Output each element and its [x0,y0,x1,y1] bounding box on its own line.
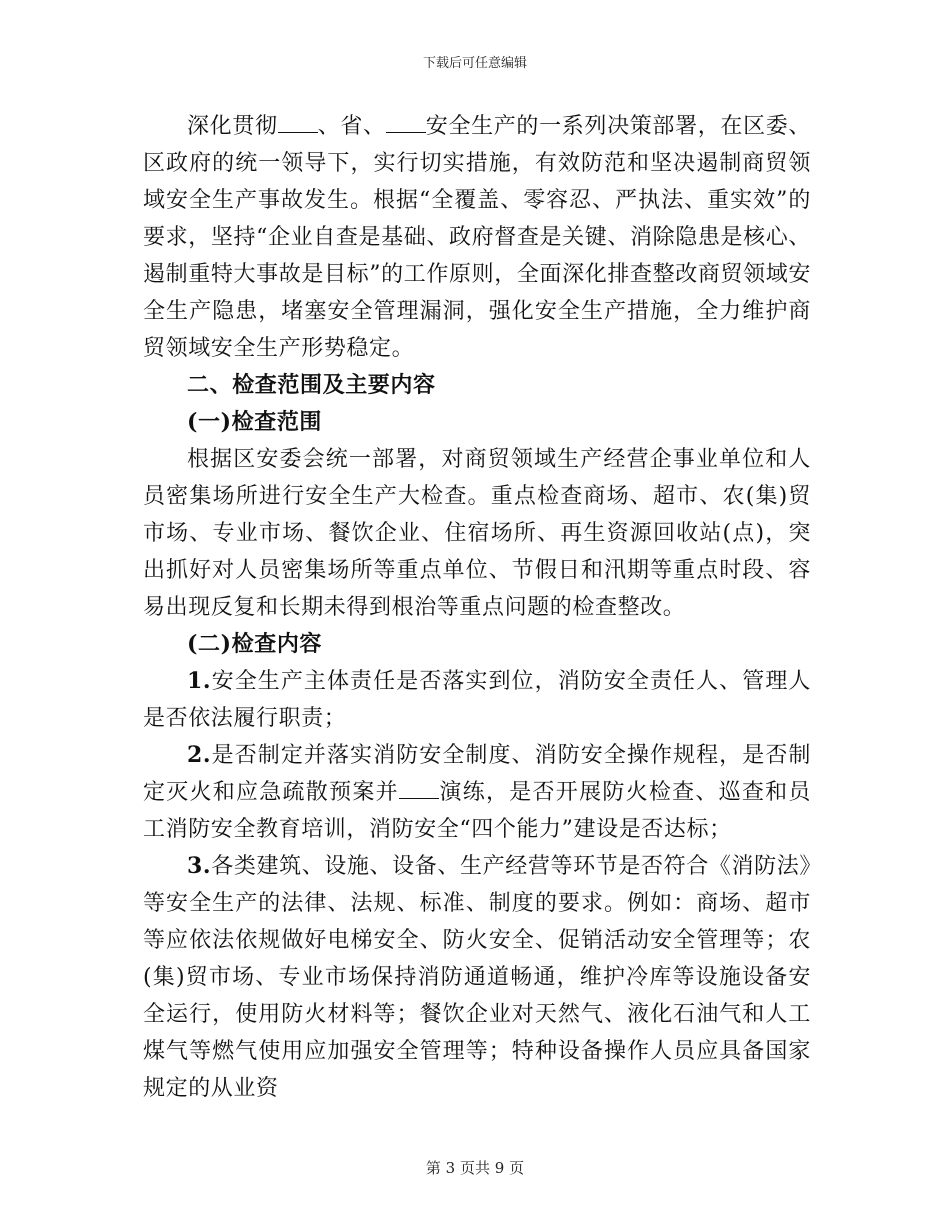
item-text: 是否制定并落实消防安全制度、消防安全操作规程，是否制定灭火和应急疏散预案并 [143,743,811,805]
section-heading: 二、检查范围及主要内容 [187,372,436,398]
fill-blank [399,779,439,799]
paragraph-intro [143,108,811,367]
fill-blank [386,113,426,133]
list-item-1 [143,663,811,737]
paragraph-scope: 根据区安委会统一部署，对商贸领域生产经营企事业单位和人员密集场所进行安全生产大检查。重点检查商场、超市、农(集)贸市场、专业市场、餐饮企业、住宿场所、再生资源回收站(点)，突出抓好对人员密集场所等重点单位、节假日和汛期等重点时段、容易出现反复和长期未得到根治等重点问题的检查整改。 [143,447,811,620]
document-body [143,108,811,1107]
text-run: 安全生产的一系列决策部署，在区委、区政府的统一领导下，实行切实措施，有效防范和坚决遏制商贸领域安全生产事故发生。根据“全覆盖、零容忍、严执法、重实效”的要求，坚持“企业自查是基础、政府督查是关键、消除隐患是核心、遏制重特大事故是目标”的工作原则，全面深化排查整改商贸领域安全生产隐患，堵塞安全管理漏洞，强化安全生产措施，全力维护商贸领域安全生产形势稳定。 [143,114,811,361]
text-run: 、省、 [317,114,386,139]
item-number: 2. [187,742,212,768]
subsection-heading-content: (二)检查内容 [187,631,323,657]
subsection-heading-scope: (一)检查范围 [187,409,323,435]
text-run: 深化贯彻 [187,114,278,139]
item-text: 安全生产主体责任是否落实到位，消防安全责任人、管理人是否依法履行职责； [143,669,811,731]
item-text: 演练，是否开展防火检查、巡查和员工消防安全教育培训，消防安全“四个能力”建设是否达标； [143,780,811,842]
item-text: 各类建筑、设施、设备、生产经营等环节是否符合《消防法》等安全生产的法律、法规、标准、制度的要求。例如：商场、超市等应依法依规做好电梯安全、防火安全、促销活动安全管理等；农(集)贸市场、专业市场保持消防通道畅通，维护冷库等设施设备安全运行，使用防火材料等；餐饮企业对天然气、液化石油气和人工煤气等燃气使用应加强安全管理等；特种设备操作人员应具备国家规定的从业资 [143,854,811,1101]
fill-blank [278,113,318,133]
item-number: 1. [187,668,212,694]
page-header: 下载后可任意编辑 [422,56,527,71]
item-number: 3. [187,853,212,879]
list-item-2 [143,737,811,848]
page-footer: 第 3 页共 9 页 [425,1159,525,1177]
list-item-3 [143,848,811,1107]
